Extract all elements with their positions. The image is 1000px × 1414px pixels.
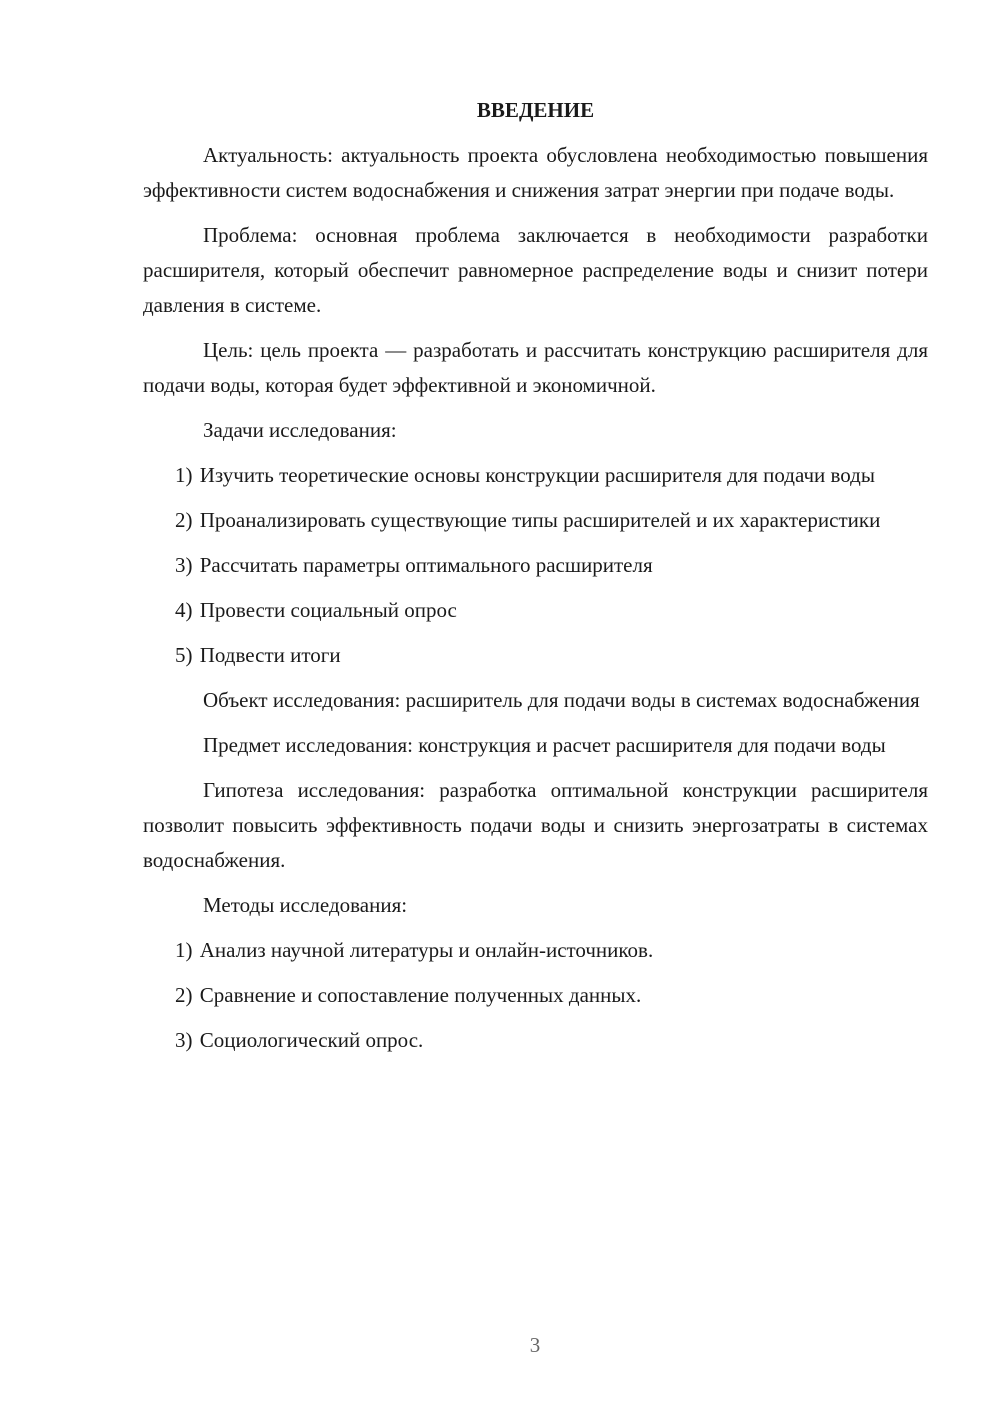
task-text: Подвести итоги [199, 643, 341, 667]
task-number: 3) [175, 553, 193, 577]
method-item [143, 978, 928, 1013]
task-item [143, 548, 928, 583]
task-number: 2) [175, 508, 193, 532]
paragraph-tasks-heading: Задачи исследования: [203, 418, 397, 442]
task-text: Изучить теоретические основы конструкции расширителя для подачи воды [199, 463, 875, 487]
paragraph-hypothesis: Гипотеза исследования: разработка оптимальной конструкции расширителя позволит повысить эффективность подачи воды и снизить энергозатраты в системах водоснабжения. [143, 778, 928, 872]
task-item [143, 638, 928, 673]
task-number: 5) [175, 643, 193, 667]
section-title: ВВЕДЕНИЕ [476, 98, 595, 122]
task-number: 1) [175, 463, 193, 487]
method-number: 2) [175, 983, 193, 1007]
task-text: Проанализировать существующие типы расширителей и их характеристики [199, 508, 881, 532]
task-text: Рассчитать параметры оптимального расширителя [199, 553, 653, 577]
page-number: 3 [529, 1333, 541, 1357]
method-number: 1) [175, 938, 193, 962]
task-number: 4) [175, 598, 193, 622]
task-item [143, 458, 928, 493]
method-number: 3) [175, 1028, 193, 1052]
task-item [143, 503, 928, 538]
method-text: Социологический опрос. [199, 1028, 424, 1052]
method-item [143, 933, 928, 968]
page-content [143, 93, 928, 1058]
paragraph-goal: Цель: цель проекта — разработать и рассчитать конструкцию расширителя для подачи воды, которая будет эффективной и экономичной. [143, 338, 928, 397]
paragraph-relevance: Актуальность: актуальность проекта обусловлена необходимостью повышения эффективности систем водоснабжения и снижения затрат энергии при подаче воды. [143, 143, 928, 202]
method-text: Сравнение и сопоставление полученных данных. [199, 983, 642, 1007]
task-item [143, 593, 928, 628]
paragraph-methods-heading: Методы исследования: [203, 893, 408, 917]
paragraph-problem: Проблема: основная проблема заключается в необходимости разработки расширителя, который обеспечит равномерное распределение воды и снизит потери давления в системе. [143, 223, 928, 317]
method-text: Анализ научной литературы и онлайн-источников. [199, 938, 654, 962]
task-text: Провести социальный опрос [199, 598, 457, 622]
paragraph-object: Объект исследования: расширитель для подачи воды в системах водоснабжения [203, 688, 920, 712]
paragraph-subject: Предмет исследования: конструкция и расчет расширителя для подачи воды [203, 733, 886, 757]
method-item [143, 1023, 928, 1058]
